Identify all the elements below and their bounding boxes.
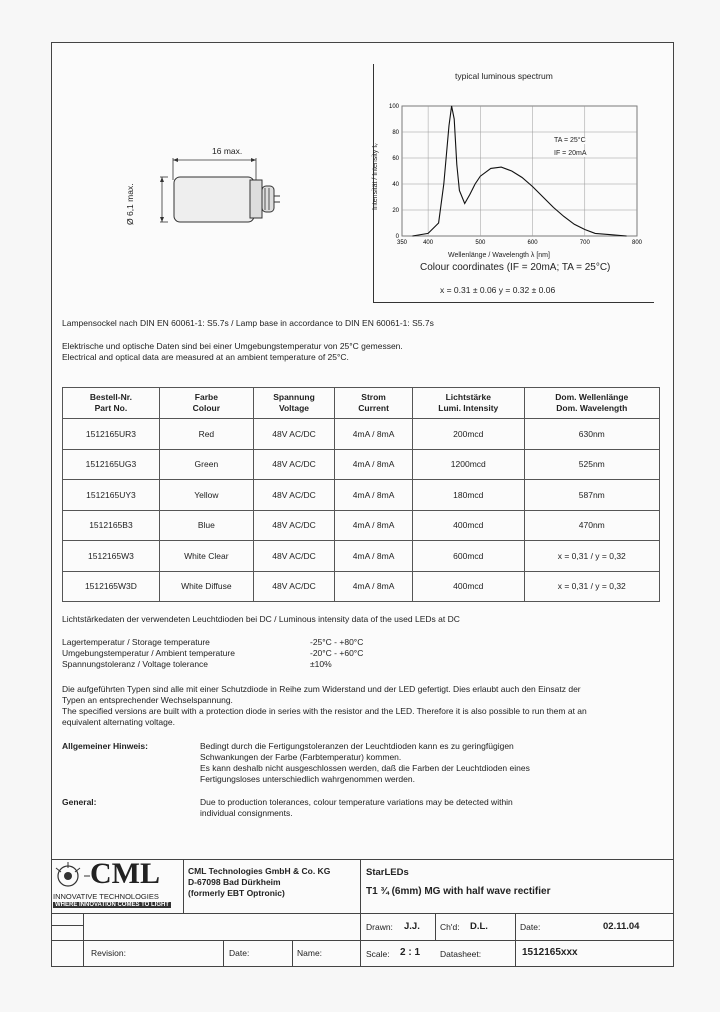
cell-voltage: 48V AC/DC [253,510,334,541]
header-voltage: Spannung Voltage [253,388,334,419]
rating-value: -20°C - +60°C [310,648,364,658]
titleblock-border [292,940,293,967]
cell-voltage: 48V AC/DC [253,419,334,450]
cell-voltage: 48V AC/DC [253,541,334,572]
cell-wavelength: 470nm [524,510,659,541]
cell-intensity: 180mcd [413,480,525,511]
cell-intensity: 600mcd [413,541,525,572]
titleblock-border [360,859,361,967]
titleblock-border [515,913,516,967]
plot-area [402,106,637,236]
diode-note-line: The specified versions are built with a protection diode in series with the resistor and the LED. Therefore it is also possible to run them at an [62,706,587,716]
cml-logo-sub: INNOVATIVE TECHNOLOGIES [53,892,159,901]
cell-voltage: 48V AC/DC [253,480,334,511]
table-row [63,449,660,480]
cell-current: 4mA / 8mA [335,510,413,541]
general-de-line: Bedingt durch die Fertigungstoleranzen der Leuchtdioden kann es zu geringfügigen [200,741,514,751]
general-en-label: General: [62,797,97,807]
cell-current: 4mA / 8mA [335,480,413,511]
spectrum-x-label: Wellenlänge / Wavelength λ [nm] [448,252,550,259]
spectrum-if: IF = 20mA [554,150,587,157]
x-tick-label: 400 [423,240,434,246]
titleblock-border [51,913,674,914]
revision-label: Revision: [91,948,126,958]
company-name: CML Technologies GmbH & Co. KG [188,866,331,876]
product-table [62,387,660,602]
measure-note-de: Elektrische und optische Daten sind bei einer Umgebungstemperatur von 25°C gemessen. [62,341,403,351]
chd-value: D.L. [470,921,488,932]
titleblock-border [183,859,184,913]
rating-label: Spannungstoleranz / Voltage tolerance [62,659,209,669]
header-wavelength: Dom. Wellenlänge Dom. Wavelength [524,388,659,419]
table-row [63,480,660,511]
table-header-row [63,388,660,419]
cell-intensity: 400mcd [413,571,525,602]
datasheet-value: 1512165xxx [522,947,578,958]
cell-colour: Blue [159,510,253,541]
table-row [63,571,660,602]
cell-part-no: 1512165B3 [63,510,160,541]
drawn-label: Drawn: [366,922,393,932]
cell-part-no: 1512165W3D [63,571,160,602]
cell-intensity: 1200mcd [413,449,525,480]
cell-intensity: 200mcd [413,419,525,450]
cell-part-no: 1512165UR3 [63,419,160,450]
cell-current: 4mA / 8mA [335,449,413,480]
y-tick-label: 20 [392,208,399,214]
titleblock-border [223,940,224,967]
y-tick-label: 80 [392,130,399,136]
header-colour: Farbe Colour [159,388,253,419]
diode-note-line: Die aufgeführten Typen sind alle mit einer Schutzdiode in Reihe zum Widerstand und der LED gefertigt. Dies erlaubt auch den Einsatz der [62,684,581,694]
table-row [63,510,660,541]
base-note: Lampensockel nach DIN EN 60061-1: S5.7s / Lamp base in accordance to DIN EN 60061-1: S5.7s [62,318,434,328]
datasheet-label: Datasheet: [440,949,482,959]
cell-voltage: 48V AC/DC [253,449,334,480]
revision-name-label: Name: [297,948,323,958]
cell-wavelength: 587nm [524,480,659,511]
titleblock-border [435,913,436,940]
titleblock-border [51,925,83,926]
spectrum-chart [378,96,648,256]
cell-colour: Red [159,419,253,450]
cell-colour: White Diffuse [159,571,253,602]
revision-date-label: Date: [229,948,250,958]
cell-wavelength: x = 0,31 / y = 0,32 [524,571,659,602]
cell-wavelength: 630nm [524,419,659,450]
intensity-note: Lichtstärkedaten der verwendeten Leuchtdioden bei DC / Luminous intensity data of the used LEDs at DC [62,614,460,624]
general-de-line: Fertigungsloses unterschiedlich wahrgenommen werden. [200,774,415,784]
x-tick-label: 500 [475,240,486,246]
cell-current: 4mA / 8mA [335,541,413,572]
diode-note-line: Typen an entsprechender Wechselspannung. [62,695,233,705]
rating-value: ±10% [310,659,332,669]
cml-logo-mark [54,862,92,888]
product-line: StarLEDs [366,867,409,878]
company-address: D-67098 Bad Dürkheim [188,877,281,887]
general-de-line: Schwankungen der Farbe (Farbtemperatur) kommen. [200,752,402,762]
diode-note-line: equivalent alternating voltage. [62,717,175,727]
x-tick-label: 800 [631,240,643,246]
rating-label: Lagertemperatur / Storage temperature [62,637,210,647]
cell-current: 4mA / 8mA [335,419,413,450]
cell-part-no: 1512165UY3 [63,480,160,511]
y-tick-label: 100 [388,104,399,110]
measure-note-en: Electrical and optical data are measured at an ambient temperature of 25°C. [62,352,349,362]
spectrum-line [412,106,626,236]
cell-wavelength: 525nm [524,449,659,480]
y-tick-label: 40 [392,182,399,188]
table-row [63,541,660,572]
date-value: 02.11.04 [603,921,640,932]
cml-logo-slogan: WHERE INNOVATION COMES TO LIGHT [55,902,169,908]
cell-wavelength: x = 0,31 / y = 0,32 [524,541,659,572]
spectrum-ta: TA = 25°C [554,137,586,144]
rating-value: -25°C - +80°C [310,637,364,647]
table-row [63,419,660,450]
titleblock-border [83,913,84,967]
cell-voltage: 48V AC/DC [253,571,334,602]
cell-colour: Yellow [159,480,253,511]
titleblock-border [51,940,674,941]
cell-colour: White Clear [159,541,253,572]
cell-intensity: 400mcd [413,510,525,541]
cell-colour: Green [159,449,253,480]
coordinates-values: x = 0.31 ± 0.06 y = 0.32 ± 0.06 [440,285,556,295]
spectrum-y-label: Intensität / Intensity Iᵥ [372,143,379,210]
product-desc: T1 ¾ (6mm) MG with half wave rectifier [366,886,551,897]
x-tick-label: 600 [527,240,538,246]
cell-part-no: 1512165W3 [63,541,160,572]
general-de-line: Es kann deshalb nicht ausgeschlossen werden, daß die Farben der Leuchtdioden eines [200,763,530,773]
cml-logo-text: CML [90,857,160,890]
header-current: Strom Current [335,388,413,419]
x-tick-label: 700 [579,240,590,246]
scale-value: 2 : 1 [400,947,421,958]
spectrum-title: typical luminous spectrum [455,71,553,81]
y-tick-label: 0 [395,234,399,240]
drawn-value: J.J. [404,921,420,932]
dimension-diameter: Ø 6,1 max. [125,183,135,225]
scale-label: Scale: [366,949,390,959]
rating-label: Umgebungstemperatur / Ambient temperature [62,648,235,658]
general-en-line: Due to production tolerances, colour temperature variations may be detected within [200,797,513,807]
general-en-line: individual consignments. [200,808,293,818]
header-part-no: Bestell-Nr. Part No. [63,388,160,419]
header-intensity: Lichtstärke Lumi. Intensity [413,388,525,419]
chd-label: Ch'd: [440,922,460,932]
cell-current: 4mA / 8mA [335,571,413,602]
company-formerly: (formerly EBT Optronic) [188,888,285,898]
cell-part-no: 1512165UG3 [63,449,160,480]
dimension-length: 16 max. [212,146,243,156]
y-tick-label: 60 [392,156,399,162]
date-label: Date: [520,922,541,932]
colour-coordinates: Colour coordinates (IF = 20mA; TA = 25°C) [420,262,611,273]
general-de-label: Allgemeiner Hinweis: [62,741,148,751]
x-tick-label: 350 [396,240,408,246]
